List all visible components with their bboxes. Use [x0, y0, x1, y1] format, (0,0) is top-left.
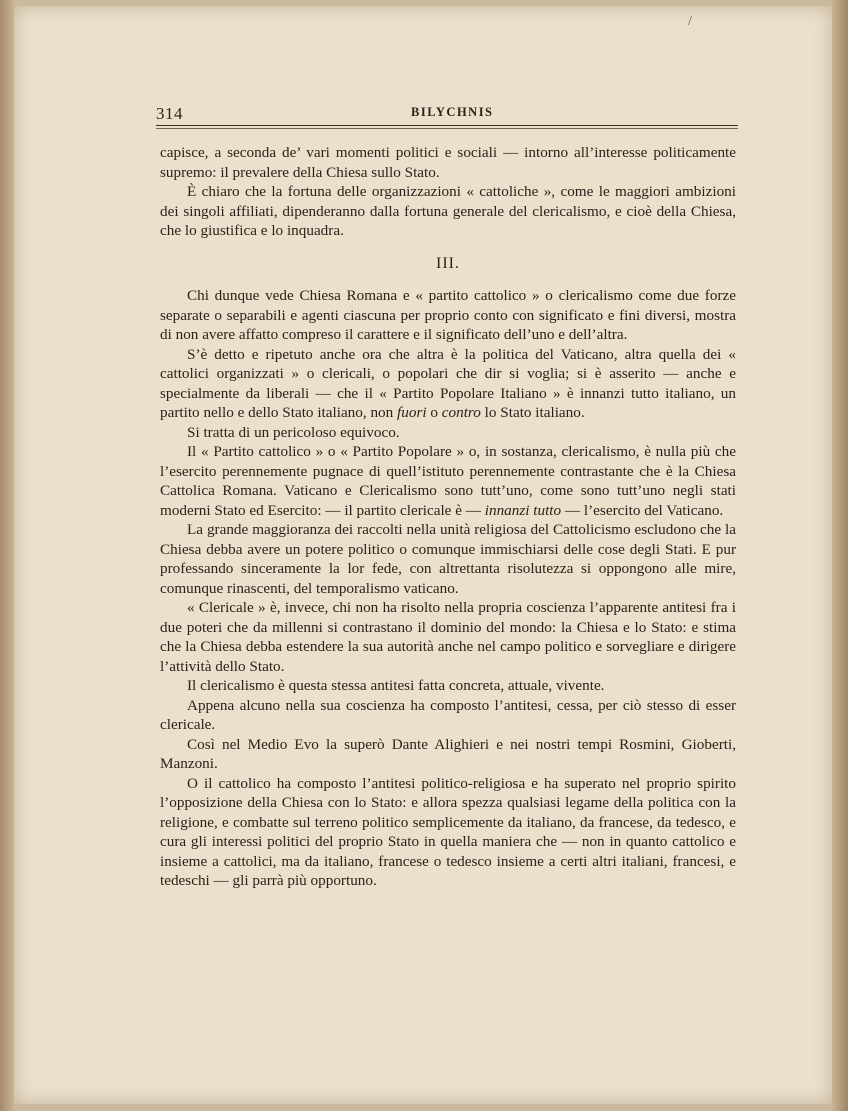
- page-left-edge: [0, 0, 14, 1111]
- emphasis-contro: contro: [441, 404, 481, 421]
- paragraph: S’è detto e ripetuto anche ora che altra è la politica del Vaticano, altra quella dei « cattolici organizzati » o clericali, o popolari che dir si voglia; si è asserito — anche e specialmente da liberali — che il « Partito Popolare Italiano » è innanzi tutto italiano, un partito nello e dello Stato italiano, non fuori o contro lo Stato italiano.: [160, 345, 736, 421]
- paragraph: « Clericale » è, invece, chi non ha risolto nella propria coscienza l’apparente antitesi fra i due poteri che da millenni si contrastano il dominio del mondo: la Chiesa e lo Stato: e stima che la Chiesa debba estendere la sua autorità anche nel campo politico e sorvegliare e dirigere l’attività dello Stato.: [160, 599, 736, 675]
- body-text: [160, 143, 736, 891]
- running-title: BILYCHNIS: [411, 105, 494, 119]
- paragraph: La grande maggioranza dei raccolti nella unità religiosa del Cattolicismo escludono che la Chiesa debba avere un potere politico o comunque immischiarsi delle cose degli Stati. E pur professando sinceramente la lor fede, con altrettanta risolutezza si oppongono alle mire, comunque rinascenti, del temporalismo vaticano.: [160, 521, 736, 597]
- section-heading: III.: [436, 254, 460, 272]
- paragraph: capisce, a seconda de’ vari momenti politici e sociali — intorno all’interesse politicamente supremo: il prevalere della Chiesa sullo Stato.: [160, 144, 736, 181]
- paragraph: O il cattolico ha composto l’antitesi politico-religiosa e ha superato nel proprio spirito l’opposizione della Chiesa con lo Stato: e allora spezza qualsiasi legame della politica con la religione, e combatte sul terreno politico semplicemente da italiano, da francese, da tedesco, e cura gli interessi politici del proprio Stato in quella maniera che — non in quanto cattolico e insieme a cattolici, ma da italiano, francese o tedesco insieme a certi altri italiani, francesi, e tedeschi — gli parrà più opportuno.: [160, 774, 736, 889]
- paragraph: È chiaro che la fortuna delle organizzazioni « cattoliche », come le maggiori ambizioni dei singoli affiliati, dipenderanno dalla fortuna generale del clericalismo, e cioè della Chiesa, che lo giustifica e lo inquadra.: [160, 183, 736, 239]
- paragraph: Appena alcuno nella sua coscienza ha composto l’antitesi, cessa, per ciò stesso di esser clericale.: [160, 696, 736, 733]
- emphasis-innanzi-tutto: innanzi tutto: [484, 501, 562, 519]
- page-number: 314: [156, 104, 183, 123]
- paragraph: Si tratta di un pericoloso equivoco.: [187, 423, 400, 441]
- paragraph: Chi dunque vede Chiesa Romana e « partito cattolico » o clericalismo come due forze separate o separabili e agenti ciascuna per proprio conto con significato e fini diversi, mostra di non avere affatto compreso il carattere e il significato dell’uno e dell’altra.: [160, 287, 736, 343]
- page-right-edge: [832, 0, 848, 1111]
- paragraph: Il clericalismo è questa stessa antitesi fatta concreta, attuale, vivente.: [187, 677, 605, 694]
- paragraph: Il « Partito cattolico » o « Partito Popolare » o, in sostanza, clericalismo, è nulla più che l’esercito perennemente pugnace di quell’istituto perennemente contrastante che è la Chiesa Cattolica Romana. Vaticano e Clericalismo sono tutt’uno, come sono tutt’uno negli stati moderni Stato ed Esercito: — il partito clericale è — innanzi tutto — l’esercito del Vaticano.: [160, 443, 736, 519]
- paragraph: Così nel Medio Evo la superò Dante Alighieri e nei nostri tempi Rosmini, Gioberti, Manzoni.: [160, 735, 736, 772]
- corner-mark: /: [688, 14, 692, 29]
- header-rule: [156, 125, 738, 126]
- header-rule-secondary: [156, 128, 738, 129]
- emphasis-fuori: fuori: [397, 404, 427, 421]
